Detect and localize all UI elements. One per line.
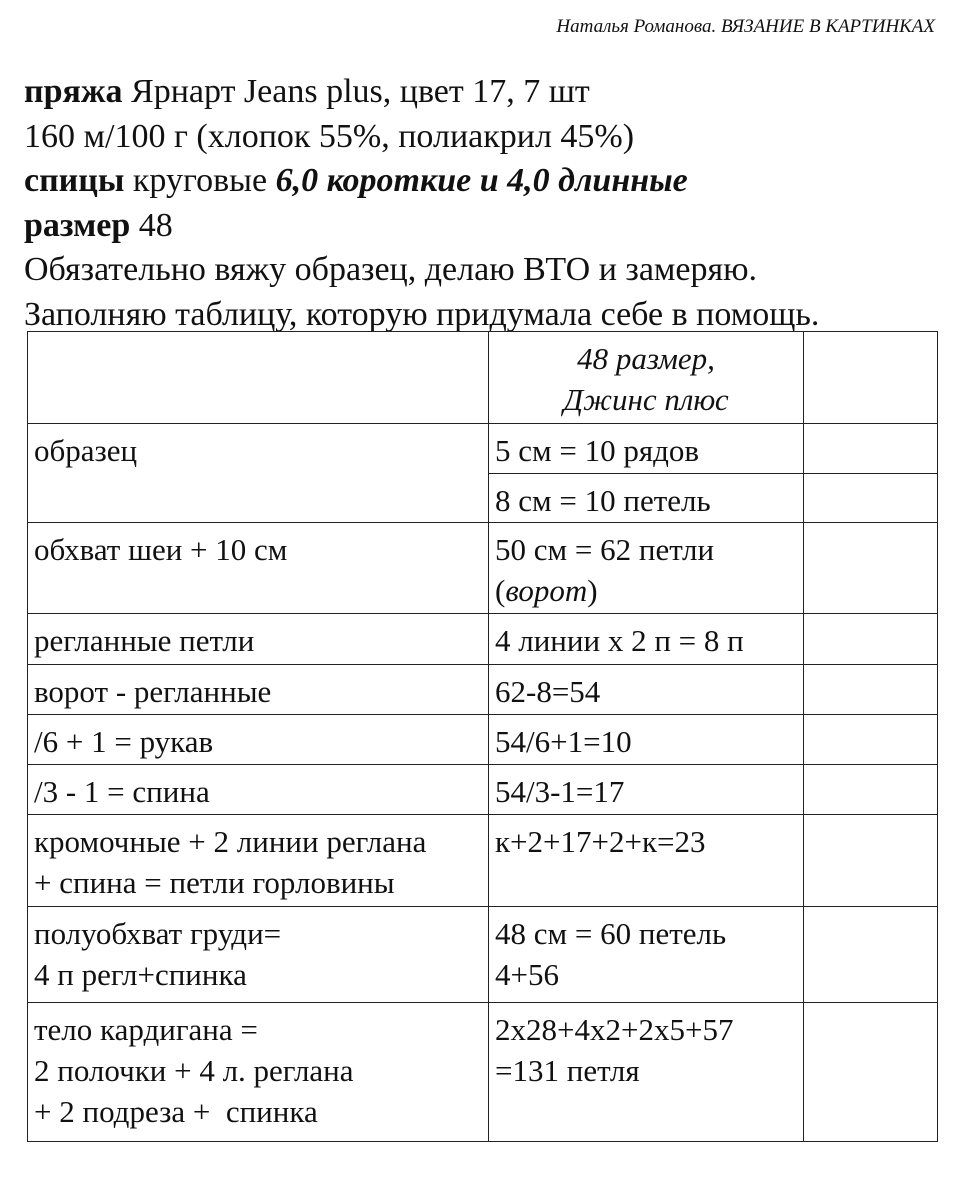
- row-value: [489, 715, 804, 765]
- label-line: обхват шеи + 10 см: [34, 532, 288, 567]
- yarn-spec-line: 160 м/100 г (хлопок 55%, полиакрил 45%): [24, 117, 635, 155]
- table-cell-empty: [804, 715, 938, 765]
- table-cell-empty: [804, 424, 938, 474]
- table-cell-empty: [804, 1003, 938, 1142]
- label-line: тело кардигана =: [34, 1012, 258, 1047]
- table-cell-empty: [804, 907, 938, 1003]
- needles-value: круговые: [124, 162, 276, 200]
- table-row: [28, 765, 938, 815]
- value-line: 5 см = 10 рядов: [495, 433, 700, 468]
- size-line: [24, 204, 949, 249]
- label-line: /3 - 1 = спина: [34, 774, 210, 809]
- row-value: [489, 424, 804, 474]
- row-value: [489, 815, 804, 907]
- table-cell-empty: [804, 815, 938, 907]
- value-line: 62-8=54: [495, 674, 601, 709]
- row-value: [489, 665, 804, 715]
- yarn-label: пряжа: [24, 73, 123, 110]
- header-line-1: 48 размер,: [577, 341, 715, 376]
- table-row: [28, 815, 938, 907]
- row-value: [489, 614, 804, 665]
- paren-open: (: [495, 573, 506, 608]
- label-line: /6 + 1 = рукав: [34, 724, 214, 759]
- running-header: Наталья Романова. ВЯЗАНИЕ В КАРТИНКАХ: [556, 16, 935, 37]
- note-line-2: Заполняю таблицу, которую придумала себе в помощь.: [24, 295, 820, 333]
- table-cell-empty: [804, 665, 938, 715]
- value-italic: ворот: [505, 573, 588, 608]
- value-line: 4+56: [495, 957, 559, 992]
- value-line: 54/6+1=10: [495, 724, 632, 759]
- row-label: [28, 907, 489, 1003]
- label-line: 2 полочки + 4 л. реглана: [34, 1053, 354, 1088]
- label-line: 4 п регл+спинка: [34, 957, 247, 992]
- row-label: [28, 815, 489, 907]
- row-value: [489, 907, 804, 1003]
- paren-close: ): [587, 573, 598, 608]
- label-line: образец: [34, 433, 138, 468]
- table-row: [28, 665, 938, 715]
- row-label: [28, 1003, 489, 1142]
- row-label: [28, 765, 489, 815]
- table-header-size: [489, 332, 804, 424]
- needles-line: [24, 159, 949, 204]
- value-line: =131 петля: [495, 1053, 640, 1088]
- label-line: + 2 подреза + спинка: [34, 1094, 318, 1129]
- row-value: [489, 474, 804, 523]
- intro-text: [24, 70, 949, 338]
- table-row: [28, 1003, 938, 1142]
- needles-label: спицы: [24, 162, 125, 200]
- label-line: ворот - регланные: [34, 674, 272, 709]
- row-value: [489, 765, 804, 815]
- label-line: кромочные + 2 линии реглана: [34, 824, 427, 859]
- value-line: 48 см = 60 петель: [495, 916, 727, 951]
- value-line: [495, 570, 797, 611]
- row-label: [28, 523, 489, 614]
- value-line: 54/3-1=17: [495, 774, 625, 809]
- table-row: [28, 523, 938, 614]
- table-row: [28, 614, 938, 665]
- table-row: [28, 424, 938, 474]
- label-line: + спина = петли горловины: [34, 865, 395, 900]
- needles-emphasis: 6,0 короткие и 4,0 длинные: [275, 162, 688, 200]
- yarn-value: Ярнарт Jeans plus, цвет 17, 7 шт: [122, 73, 590, 110]
- row-label: [28, 715, 489, 765]
- value-line: 2х28+4х2+2х5+57: [495, 1012, 734, 1047]
- size-value: 48: [130, 206, 173, 244]
- header-line-2: Джинс плюс: [563, 382, 729, 417]
- table-row: [28, 715, 938, 765]
- value-line: 50 см = 62 петли: [495, 532, 715, 567]
- yarn-line: [24, 70, 949, 115]
- table-cell-empty: [804, 523, 938, 614]
- row-label: [28, 424, 489, 523]
- size-label: размер: [24, 206, 131, 244]
- value-line: 8 см = 10 петель: [495, 483, 711, 518]
- calculation-table: [27, 331, 938, 1142]
- row-value: [489, 523, 804, 614]
- row-label: [28, 614, 489, 665]
- label-line: регланные петли: [34, 623, 255, 658]
- table-row: [28, 907, 938, 1003]
- row-value: [489, 1003, 804, 1142]
- table-cell-empty: [804, 474, 938, 523]
- table-cell-empty: [28, 332, 489, 424]
- table-cell-empty: [804, 614, 938, 665]
- note-line-1: Обязательно вяжу образец, делаю ВТО и замеряю.: [24, 251, 758, 289]
- table-cell-empty: [804, 765, 938, 815]
- table-cell-empty: [804, 332, 938, 424]
- row-label: [28, 665, 489, 715]
- table-header-row: [28, 332, 938, 424]
- value-line: 4 линии х 2 п = 8 п: [495, 623, 744, 658]
- label-line: полуобхват груди=: [34, 916, 282, 951]
- value-line: к+2+17+2+к=23: [495, 824, 706, 859]
